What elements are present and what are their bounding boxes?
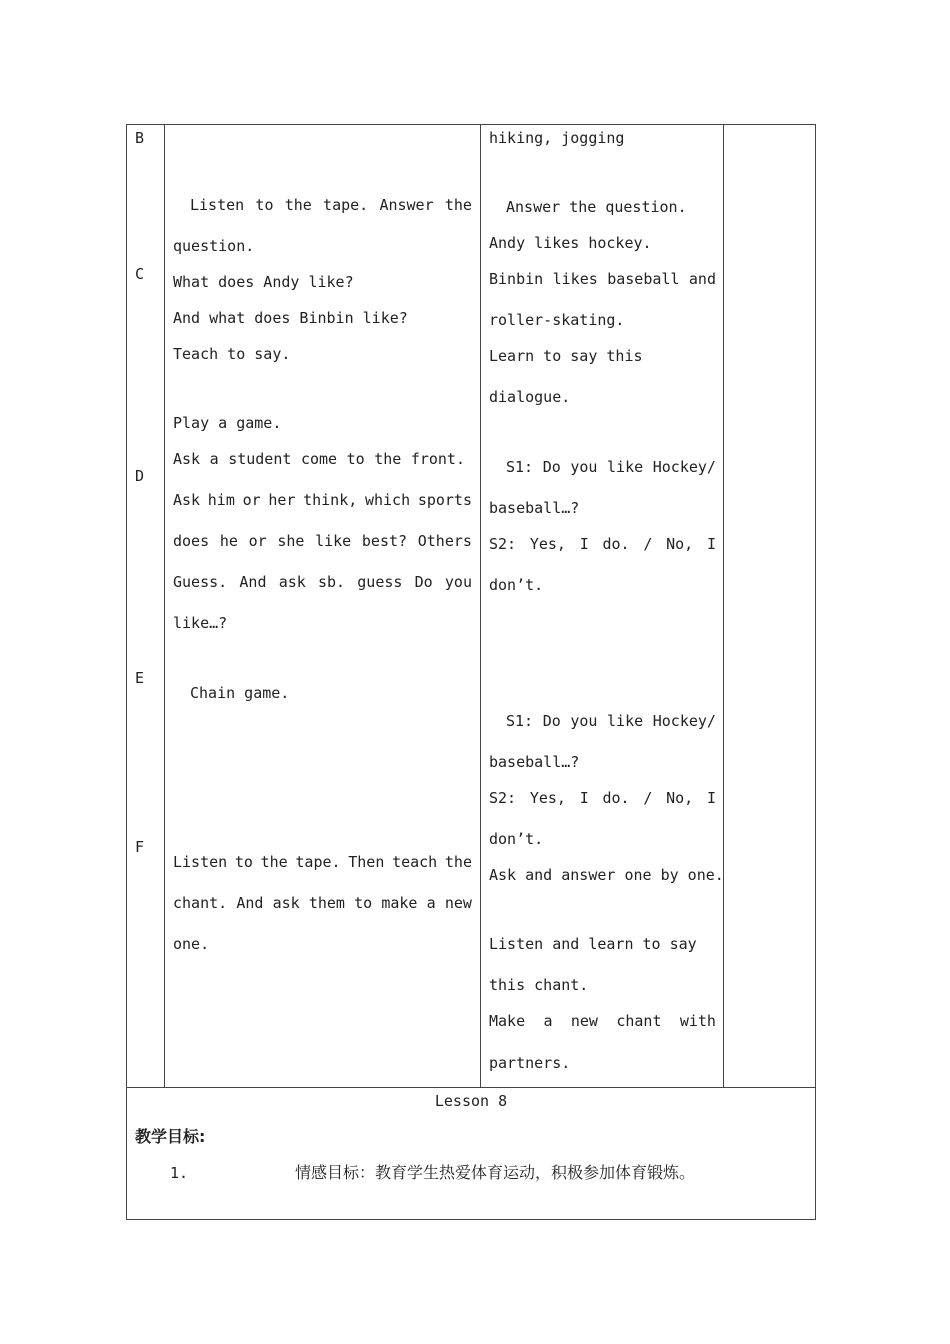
- word: like: [607, 712, 644, 730]
- word: Then: [348, 853, 385, 871]
- teacher-c-line-1: [190, 196, 472, 214]
- word: new: [444, 894, 472, 912]
- word: guess: [357, 573, 403, 591]
- teacher-d-line-6: like…?: [173, 614, 228, 632]
- teacher-d-line-1: Play a game.: [173, 414, 282, 432]
- objectives-heading: 教学目标:: [135, 1127, 206, 1146]
- word: like: [607, 458, 644, 476]
- word: sb.: [317, 573, 346, 591]
- word: S2:: [489, 789, 517, 807]
- word: Others: [417, 532, 472, 550]
- word: ask: [272, 894, 300, 912]
- student-c-line-4: roller-skating.: [489, 311, 625, 329]
- word: think,: [303, 491, 358, 509]
- word: baseball: [607, 270, 680, 288]
- word: Ask: [173, 450, 201, 468]
- word: a: [543, 1012, 553, 1030]
- word: S2:: [489, 535, 517, 553]
- teacher-f-line-1: [173, 853, 472, 871]
- word: front.: [410, 450, 465, 468]
- word: I: [579, 535, 589, 553]
- word: which: [364, 491, 411, 509]
- student-b-line-1: hiking, jogging: [489, 129, 625, 147]
- student-e-line-1: [506, 712, 716, 730]
- student-f-line-4: partners.: [489, 1054, 571, 1072]
- word: /: [643, 535, 653, 553]
- word: with: [679, 1012, 716, 1030]
- teacher-d-line-5: [173, 573, 472, 591]
- word: I: [706, 789, 716, 807]
- column-divider-1: [164, 124, 165, 1087]
- step-label-b: B: [135, 129, 145, 147]
- word: chant.: [173, 894, 228, 912]
- word: And: [236, 894, 264, 912]
- lesson-title: Lesson 8: [434, 1092, 508, 1110]
- word: a: [426, 894, 436, 912]
- word: you: [570, 458, 598, 476]
- step-label-d: D: [135, 467, 145, 485]
- objective-text: 情感目标：教育学生热爱体育运动，积极参加体育锻炼。: [295, 1163, 696, 1182]
- teacher-d-line-3: [173, 491, 472, 509]
- word: come: [300, 450, 338, 468]
- student-c-line-5: Learn to say this: [489, 347, 643, 365]
- student-d-line-4: don’t.: [489, 576, 544, 594]
- word: to: [255, 196, 274, 214]
- word: Hockey/: [652, 458, 716, 476]
- word: I: [706, 535, 716, 553]
- student-d-line-2: baseball…?: [489, 499, 580, 517]
- word: new: [570, 1012, 598, 1030]
- word: the: [444, 853, 472, 871]
- word: Do: [542, 458, 561, 476]
- word: Do: [414, 573, 433, 591]
- word: the: [444, 196, 472, 214]
- word: likes: [552, 270, 598, 288]
- student-d-line-3: [489, 535, 716, 553]
- word: you: [570, 712, 598, 730]
- step-label-c: C: [135, 265, 145, 283]
- word: S1:: [506, 712, 534, 730]
- teacher-c-line-2: question.: [173, 237, 255, 255]
- student-d-line-1: [506, 458, 716, 476]
- student-f-line-1: Listen and learn to say: [489, 935, 697, 953]
- word: Hockey/: [652, 712, 716, 730]
- student-c-line-1: Answer the question.: [506, 198, 687, 216]
- column-divider-2: [480, 124, 481, 1087]
- teacher-d-line-4: [173, 532, 472, 550]
- word: teach: [392, 853, 438, 871]
- word: to: [234, 853, 253, 871]
- word: Guess.: [173, 573, 228, 591]
- word: tape.: [323, 196, 369, 214]
- teacher-f-line-3: one.: [173, 935, 210, 953]
- objective-number: 1.: [170, 1164, 189, 1182]
- word: and: [688, 270, 716, 288]
- student-f-line-3: [489, 1012, 716, 1030]
- student-f-line-2: this chant.: [489, 976, 589, 994]
- word: And: [239, 573, 267, 591]
- word: he: [219, 532, 238, 550]
- student-c-line-2: Andy likes hockey.: [489, 234, 652, 252]
- column-divider-3: [723, 124, 724, 1087]
- word: a: [209, 450, 219, 468]
- word: ask: [278, 573, 306, 591]
- teacher-c-line-3: What does Andy like?: [173, 273, 354, 291]
- word: /: [643, 789, 653, 807]
- teacher-c-line-4: And what does Binbin like?: [173, 309, 408, 327]
- teacher-d-line-2: [173, 450, 465, 468]
- student-c-line-3: [489, 270, 716, 288]
- row-divider: [126, 1087, 816, 1088]
- student-e-line-4: don’t.: [489, 830, 544, 848]
- word: the: [374, 450, 402, 468]
- word: No,: [666, 789, 694, 807]
- word: Listen: [190, 196, 245, 214]
- word: do.: [602, 535, 630, 553]
- step-label-e: E: [135, 669, 145, 687]
- word: No,: [666, 535, 694, 553]
- word: I: [579, 789, 589, 807]
- student-c-line-6: dialogue.: [489, 388, 571, 406]
- word: S1:: [506, 458, 534, 476]
- word: she: [277, 532, 305, 550]
- word: them: [308, 894, 345, 912]
- word: Ask: [173, 491, 201, 509]
- student-e-line-3: [489, 789, 716, 807]
- word: or: [248, 532, 267, 550]
- teacher-f-line-2: [173, 894, 472, 912]
- teacher-e-line-1: Chain game.: [190, 684, 290, 702]
- word: the: [284, 196, 312, 214]
- word: do.: [602, 789, 630, 807]
- word: student: [228, 450, 292, 468]
- word: chant: [616, 1012, 662, 1030]
- word: Answer: [379, 196, 434, 214]
- teacher-c-line-5: Teach to say.: [173, 345, 291, 363]
- word: sports: [417, 491, 472, 509]
- word: Listen: [173, 853, 228, 871]
- word: or: [242, 491, 261, 509]
- word: like: [315, 532, 352, 550]
- word: best?: [361, 532, 408, 550]
- student-e-line-2: baseball…?: [489, 753, 580, 771]
- word: the: [260, 853, 288, 871]
- student-e-line-5: Ask and answer one by one.: [489, 866, 724, 884]
- word: Yes,: [529, 789, 566, 807]
- word: to: [354, 894, 373, 912]
- word: Make: [489, 1012, 526, 1030]
- word: tape.: [295, 853, 341, 871]
- word: you: [444, 573, 472, 591]
- word: to: [346, 450, 365, 468]
- word: him: [207, 491, 235, 509]
- word: Binbin: [489, 270, 544, 288]
- word: does: [173, 532, 210, 550]
- word: Do: [542, 712, 561, 730]
- word: Yes,: [529, 535, 566, 553]
- step-label-f: F: [135, 838, 145, 856]
- word: her: [268, 491, 296, 509]
- word: make: [381, 894, 418, 912]
